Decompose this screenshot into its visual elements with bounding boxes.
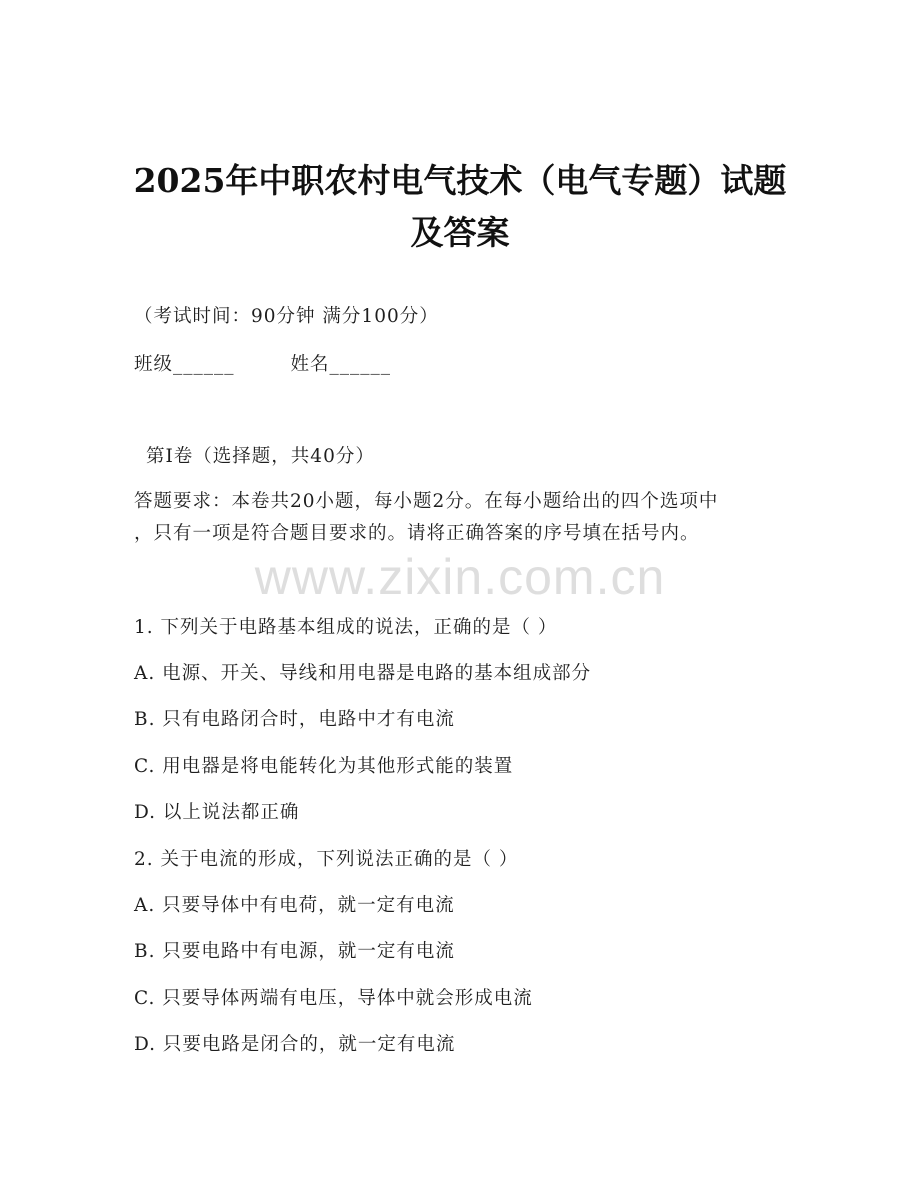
option-a: A. 电源、开关、导线和用电器是电路的基本组成部分 bbox=[134, 663, 592, 684]
exam-info: （考试时间：90分钟 满分100分） bbox=[134, 306, 439, 327]
title-line-1: 2025年中职农村电气技术（电气专题）试题 bbox=[133, 161, 787, 200]
option-b: B. 只要电路中有电源，就一定有电流 bbox=[134, 941, 455, 962]
option-b: B. 只有电路闭合时，电路中才有电流 bbox=[134, 709, 455, 730]
option-a: A. 只要导体中有电荷，就一定有电流 bbox=[134, 895, 455, 916]
instruction-line-1: 答题要求：本卷共20小题，每小题2分。在每小题给出的四个选项中 bbox=[134, 491, 719, 512]
option-c: C. 用电器是将电能转化为其他形式能的装置 bbox=[134, 756, 514, 777]
name-field: 姓名______ bbox=[290, 354, 392, 375]
instruction-line-2: ，只有一项是符合题目要求的。请将正确答案的序号填在括号内。 bbox=[134, 523, 700, 544]
class-field: 班级______ bbox=[134, 354, 235, 375]
question-stem: 1. 下列关于电路基本组成的说法，正确的是（ ） bbox=[134, 617, 558, 638]
section-heading: 第I卷（选择题，共40分） bbox=[146, 446, 375, 467]
option-c: C. 只要导体两端有电压，导体中就会形成电流 bbox=[134, 988, 533, 1009]
title-line-2: 及答案 bbox=[410, 213, 510, 252]
question-stem: 2. 关于电流的形成，下列说法正确的是（ ） bbox=[134, 849, 519, 870]
watermark: www.zixin.com.cn bbox=[254, 549, 666, 605]
student-info-row bbox=[134, 350, 391, 376]
option-d: D. 以上说法都正确 bbox=[134, 802, 300, 823]
option-d: D. 只要电路是闭合的，就一定有电流 bbox=[134, 1034, 456, 1055]
